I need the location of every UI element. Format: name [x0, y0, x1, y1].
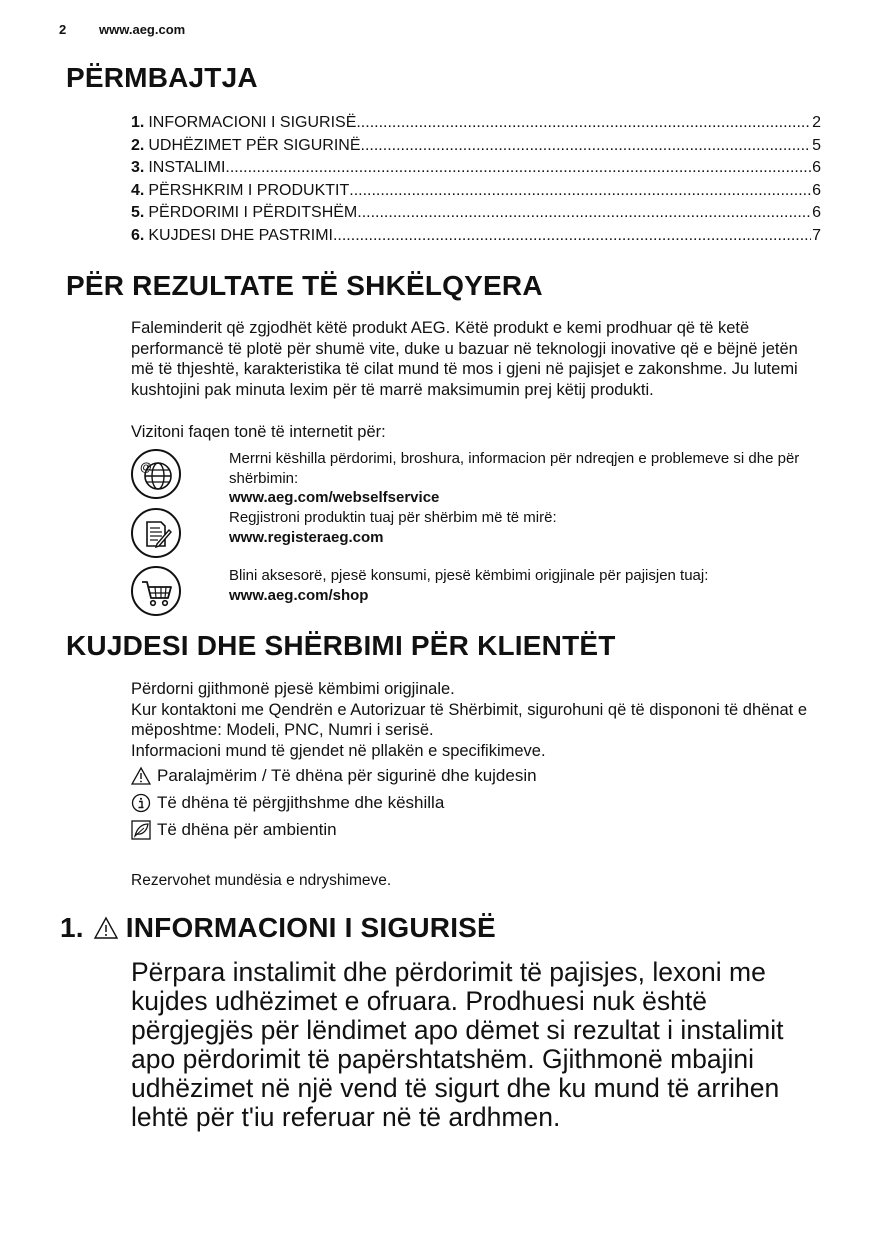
toc-item-page: 7 [812, 226, 821, 244]
toc-item-label: KUJDESI DHE PASTRIMI [148, 226, 333, 244]
page-number: 2 [59, 22, 67, 37]
safety-body: Përpara instalimit dhe përdorimit të pajisjes, lexoni me kujdes udhëzimet e ofruara. Prodhuesi nuk është përgjegjës për lëndimet apo dëmet si rezultat i instalimit apo përdorimit të papërshtatshëm. Gjithmonë mbajini udhëzimet në një vend të sigurt dhe ku mund të arrihen lehtë për t'iu referuar në të ardhmen. [131, 957, 784, 1132]
leaf-icon [131, 820, 151, 840]
info-icon [131, 793, 151, 813]
toc-item-page: 6 [812, 181, 821, 199]
toc-item-label: INFORMACIONI I SIGURISË [148, 114, 357, 131]
toc-item[interactable]: 6. KUJDESI DHE PASTRIMI ..... 7 [131, 225, 821, 248]
resource-register [131, 508, 831, 564]
webselfservice-link[interactable]: www.aeg.com/webselfservice [229, 489, 440, 506]
care-lines [131, 679, 821, 762]
website-link[interactable]: www.aeg.com [99, 22, 186, 37]
resource-description: Blini aksesorë, pjesë konsumi, pjesë këmbimi origjinale për pajisjen tuaj: [229, 567, 709, 584]
table-of-contents [131, 112, 821, 247]
toc-item[interactable]: 1. INFORMACIONI I SIGURISË ..... 2 [131, 112, 821, 135]
toc-item[interactable]: 5. PËRDORIMI I PËRDITSHËM ..... 6 [131, 202, 821, 225]
globe-icon [131, 449, 181, 499]
toc-item[interactable]: 2. UDHËZIMET PËR SIGURINË ..... 5 [131, 135, 821, 158]
register-icon [131, 508, 181, 558]
visit-text: Vizitoni faqen tonë të internetit për: [131, 423, 386, 441]
legend-warning [131, 766, 537, 786]
care-title: KUJDESI DHE SHËRBIMI PËR KLIENTËT [66, 630, 616, 661]
toc-item-page: 6 [812, 204, 821, 221]
changes-reserved-note: Rezervohet mundësia e ndryshimeve. [131, 872, 392, 889]
safety-title: INFORMACIONI I SIGURISË [125, 912, 496, 943]
care-line: Informacioni mund të gjendet në pllakën e specifikimeve. [131, 742, 546, 761]
resource-shop [131, 566, 831, 622]
results-title: PËR REZULTATE TË SHKËLQYERA [66, 270, 543, 301]
legend-text: Paralajmërim / Të dhëna për sigurinë dhe kujdesin [157, 766, 537, 785]
register-link[interactable]: www.registeraeg.com [229, 528, 384, 546]
safety-heading [60, 912, 496, 944]
toc-item-page: 6 [812, 159, 821, 176]
safety-number: 1. [60, 912, 84, 943]
svg-text:@: @ [140, 460, 152, 474]
legend-text: Të dhëna të përgjithshme dhe këshilla [157, 793, 445, 812]
toc-item-label: PËRSHKRIM I PRODUKTIT [148, 181, 350, 199]
legend-info [131, 793, 444, 813]
legend-environment [131, 820, 337, 840]
warning-icon [131, 766, 151, 786]
cart-icon [131, 566, 181, 616]
results-intro: Faleminderit që zgjodhët këtë produkt AEG. Këtë produkt e kemi prodhuar që të ketë performancë të plotë për shumë vite, duke u bazuar në teknologji inovative që e bëjnë jetën më të thjeshtë, karakteristika të cilat mund të mos i gjeni në pajisjet e zakonshme. Ju lutemi kushtojini pak minuta lexim për të marrë maksimumin prej këtij produkti. [131, 319, 798, 400]
resource-webselfservice [131, 449, 831, 505]
toc-item-label: UDHËZIMET PËR SIGURINË [148, 136, 361, 154]
page-header [59, 22, 185, 37]
toc-item-label: INSTALIMI [148, 159, 226, 176]
toc-item-label: PËRDORIMI I PËRDITSHËM [148, 204, 358, 221]
warning-icon [92, 915, 120, 941]
resource-description: Regjistroni produktin tuaj për shërbim më të mirë: [229, 509, 557, 526]
toc-item-page: 5 [812, 136, 821, 154]
toc-title: PËRMBAJTJA [66, 62, 258, 93]
care-line: Kur kontaktoni me Qendrën e Autorizuar të Shërbimit, sigurohuni që të dispononi të dhënat e mëposhtme: Modeli, PNC, Numri i serisë. [131, 700, 808, 740]
shop-link[interactable]: www.aeg.com/shop [229, 586, 369, 604]
resource-description: Merrni këshilla përdorimi, broshura, informacion për ndreqjen e problemeve si dhe për shërbimin: [229, 450, 800, 487]
legend-text: Të dhëna për ambientin [157, 820, 337, 839]
toc-item-page: 2 [812, 114, 821, 131]
care-line: Përdorni gjithmonë pjesë këmbimi origjinale. [131, 680, 455, 698]
toc-item[interactable]: 4. PËRSHKRIM I PRODUKTIT ..... 6 [131, 180, 821, 203]
toc-item[interactable]: 3. INSTALIMI ..... 6 [131, 157, 821, 180]
